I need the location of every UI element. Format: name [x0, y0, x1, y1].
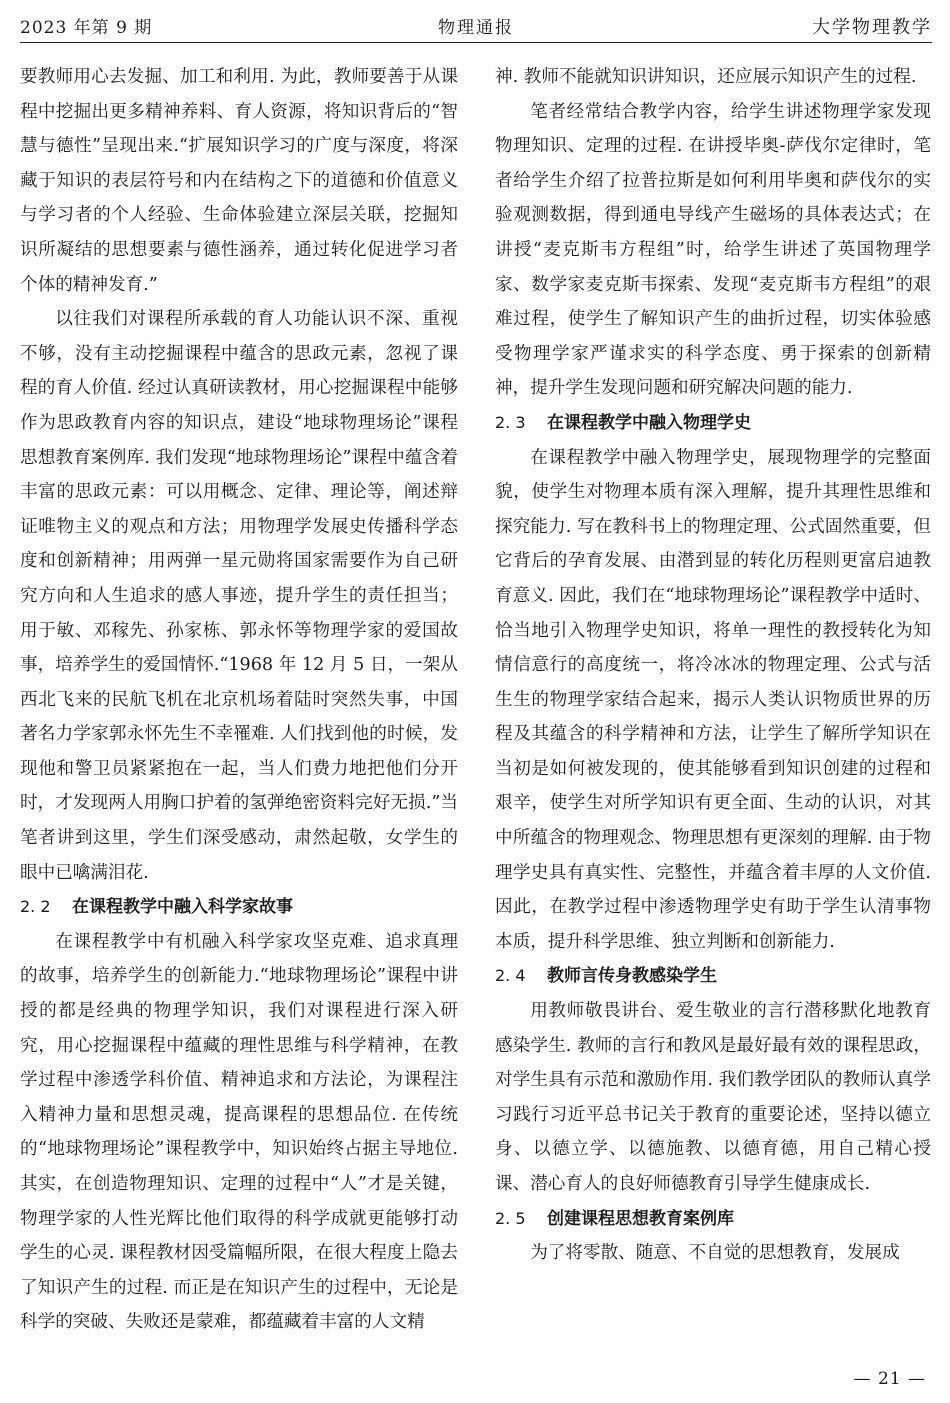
paragraph: 用教师敬畏讲台、爱生敬业的言行潜移默化地教育感染学生. 教师的言行和教风是最好最有效的课程思政，对学生具有示范和激励作用. 我们教学团队的教师认真学习践行习近平总书记关于教育的重要论述，坚持以德立身、以德立学、以德施教、以德育德，用自己精心授课、潜心育人的良好师德教育引导学生健康成长. — [495, 1001, 931, 1194]
paragraph: 要教师用心去发掘、加工和利用. 为此，教师要善于从课程中挖掘出更多精神养料、育人资源，将知识背后的“智慧与德性”呈现出来.“扩展知识学习的广度与深度，将深藏于知识的表层符号和内在结构之下的道德和价值意义与学习者的个人经验、生命体验建立深层关联，挖掘知识所凝结的思想要素与德性涵养，通过转化促进学习者个体的精神发育.” — [20, 67, 458, 295]
running-header — [20, 14, 932, 43]
section-number: 2. 2 — [20, 897, 51, 917]
issue-label: 2023 年第 9 期 — [20, 18, 153, 38]
journal-title: 物理通报 — [438, 18, 514, 38]
section-title: 在课程教学中融入物理学史 — [547, 412, 751, 433]
paragraph: 为了将零散、随意、不自觉的思想教育，发展成 — [530, 1243, 900, 1264]
section-label: 大学物理教学 — [812, 17, 932, 38]
section-number: 2. 5 — [495, 1208, 526, 1228]
section-title: 创建课程思想教育案例库 — [547, 1208, 734, 1229]
right-column — [495, 60, 931, 1271]
left-column — [20, 60, 458, 1340]
paragraph: 笔者经常结合教学内容，给学生讲述物理学家发现物理知识、定理的过程. 在讲授毕奥-萨伐尔定律时，笔者给学生介绍了拉普拉斯是如何利用毕奥和萨伐尔的实验观测数据，得到通电导线产生磁场的具体表达式；在讲授“麦克斯韦方程组”时，给学生讲述了英国物理学家、数学家麦克斯韦探索、发现“麦克斯韦方程组”的艰难过程，使学生了解知识产生的曲折过程，切实体验感受物理学家严谨求实的科学态度、勇于探索的创新精神，提升学生发现问题和研究解决问题的能力. — [495, 101, 931, 399]
section-heading-2-4 — [495, 959, 931, 994]
section-number: 2. 4 — [495, 966, 526, 986]
section-heading-2-5 — [495, 1202, 931, 1237]
section-title: 在课程教学中融入科学家故事 — [72, 897, 293, 918]
section-title: 教师言传身教感染学生 — [547, 966, 717, 987]
paragraph: 神. 教师不能就知识讲知识，还应展示知识产生的过程. — [495, 67, 917, 87]
section-number: 2. 3 — [495, 412, 526, 432]
page-number: — 21 — — [853, 1369, 926, 1389]
section-heading-2-2 — [20, 890, 458, 925]
paragraph: 以往我们对课程所承载的育人功能认识不深、重视不够，没有主动挖掘课程中蕴含的思政元素，忽视了课程的育人价值. 经过认真研读教材，用心挖掘课程中能够作为思政教育内容的知识点，建设“地球物理场论”课程思想教育案例库. 我们发现“地球物理场论”课程中蕴含着丰富的思政元素：可以用概念、定律、理论等，阐述辩证唯物主义的观点和方法；用物理学发展史传播科学态度和创新精神；用两弹一星元勋将国家需要作为自己研究方向和人生追求的感人事迹，提升学生的责任担当；用于敏、邓稼先、孙家栋、郭永怀等物理学家的爱国故事，培养学生的爱国情怀.“1968 年 12 月 5 日，一架从西北飞来的民航飞机在北京机场着陆时突然失事，中国著名力学家郭永怀先生不幸罹难. 人们找到他的时候，发现他和警卫员紧紧抱在一起，当人们费力地把他们分开时，才发现两人用胸口护着的氢弹绝密资料完好无损.”当笔者讲到这里，学生们深受感动，肃然起敬，女学生的眼中已噙满泪花. — [20, 309, 458, 883]
section-heading-2-3 — [495, 406, 931, 441]
paragraph: 在课程教学中有机融入科学家攻坚克难、追求真理的故事，培养学生的创新能力.“地球物理场论”课程中讲授的都是经典的物理学知识，我们对课程进行深入研究，用心挖掘课程中蕴藏的理性思维与科学精神，在教学过程中渗透学科价值、精神追求和方法论，为课程注入精神力量和思想灵魂，提高课程的思想品位. 在传统的“地球物理场论”课程教学中，知识始终占据主导地位. 其实，在创造物理知识、定理的过程中“人”才是关键，物理学家的人性光辉比他们取得的科学成就更能够打动学生的心灵. 课程教材因受篇幅所限，在很大程度上隐去了知识产生的过程. 而正是在知识产生的过程中，无论是科学的突破、失败还是蒙难，都蕴藏着丰富的人文精 — [20, 931, 458, 1333]
paragraph: 在课程教学中融入物理学史，展现物理学的完整面貌，使学生对物理本质有深入理解，提升其理性思维和探究能力. 写在教科书上的物理定理、公式固然重要，但它背后的孕育发展、由潜到显的转化历程则更富启迪教育意义. 因此，我们在“地球物理场论”课程教学中适时、恰当地引入物理学史知识，将单一理性的教授转化为知情信意行的高度统一，将冷冰冰的物理定理、公式与活生生的物理学家结合起来，揭示人类认识物质世界的历程及其蕴含的科学精神和方法，让学生了解所学知识在当初是如何被发现的，使其能够看到知识创建的过程和艰辛，使学生对所学知识有更全面、生动的认识，对其中所蕴含的物理观念、物理思想有更深刻的理解. 由于物理学史具有真实性、完整性，并蕴含着丰厚的人文价值. 因此，在教学过程中渗透物理学史有助于学生认清事物本质，提升科学思维、独立判断和创新能力. — [495, 447, 931, 952]
